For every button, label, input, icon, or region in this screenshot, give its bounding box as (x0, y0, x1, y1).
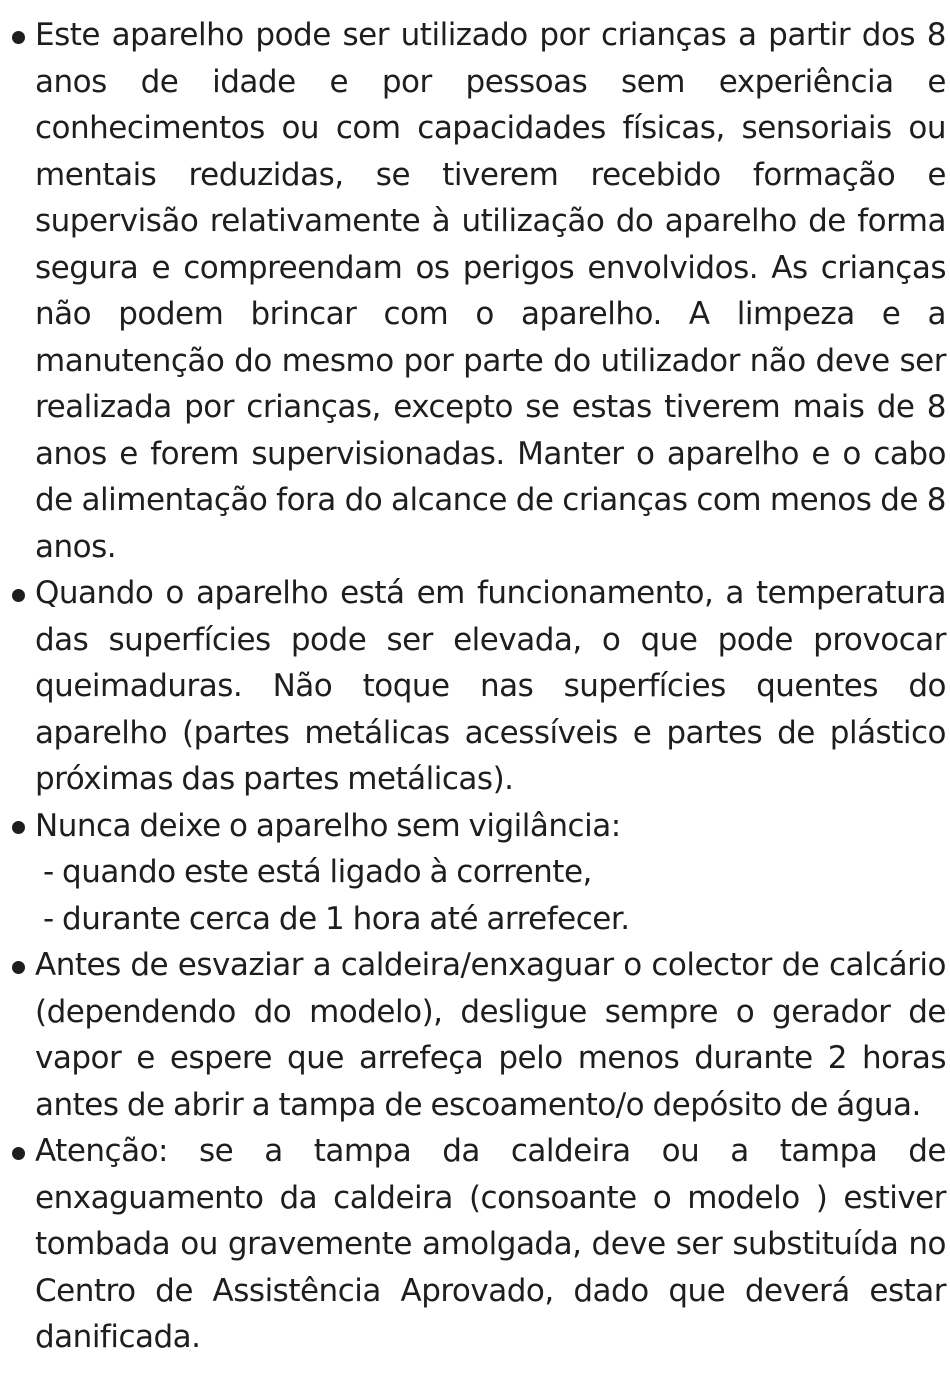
bullet-icon (6, 570, 30, 617)
bullet-item-supervision (0, 803, 950, 943)
bullet-icon (6, 803, 30, 850)
bullet-icon (6, 1128, 30, 1175)
paragraph-damaged-cap: Atenção: se a tampa da caldeira ou a tampa de enxaguamento da caldeira (consoante o modelo ) estiver tombada ou gravemente amolgada, deve ser substituída no Centro de Assistência Aprovado, dado que deverá estar danificada. (35, 1133, 946, 1355)
bullet-item-boiler-emptying (0, 942, 950, 1128)
paragraph-children-usage: Este aparelho pode ser utilizado por crianças a partir dos 8 anos de idade e por pessoas sem experiência e conhecimentos ou com capacidades físicas, sensoriais ou mentais reduzidas, se tiverem recebido formação e supervisão relativamente à utilização do aparelho de forma segura e compreendam os perigos envolvidos. As crianças não podem brincar com o aparelho. A limpeza e a manutenção do mesmo por parte do utilizador não deve ser realizada por crianças, excepto se estas tiverem mais de 8 anos e forem supervisionadas. Manter o aparelho e o cabo de alimentação fora do alcance de crianças com menos de 8 anos. (35, 17, 946, 565)
bullet-item-children-usage (0, 12, 950, 570)
bullet-icon (6, 942, 30, 989)
bullet-icon (6, 12, 30, 59)
bullet-item-hot-surfaces (0, 570, 950, 803)
paragraph-boiler-emptying: Antes de esvaziar a caldeira/enxaguar o colector de calcário (dependendo do modelo), desligue sempre o gerador de vapor e espere que arrefeça pelo menos durante 2 horas antes de abrir a tampa de escoamento/o depósito de água. (35, 947, 946, 1123)
safety-instructions-page (0, 12, 950, 1361)
subitem-plugged-in: - quando este está ligado à corrente, (43, 854, 592, 890)
bullet-item-damaged-cap (0, 1128, 950, 1361)
subitem-cooling-down: - durante cerca de 1 hora até arrefecer. (43, 900, 630, 937)
paragraph-hot-surfaces: Quando o aparelho está em funcionamento, a temperatura das superfícies pode ser elevada, o que pode provocar queimaduras. Não toque nas superfícies quentes do aparelho (partes metálicas acessíveis e partes de plástico próximas das partes metálicas). (35, 575, 946, 797)
paragraph-supervision: Nunca deixe o aparelho sem vigilância: (35, 807, 621, 844)
